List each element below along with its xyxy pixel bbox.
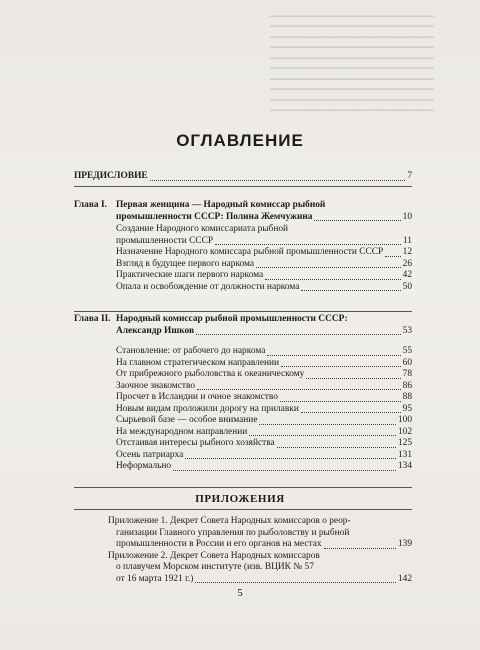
chapter-2-heading[interactable] (74, 314, 412, 337)
leader-dots (301, 412, 401, 413)
entry-page: 55 (402, 346, 412, 356)
entry-page: 134 (397, 461, 412, 471)
entry-label: Практические шаги первого наркома (116, 270, 264, 280)
toc-chapter-2 (74, 314, 412, 473)
toc-entry[interactable] (74, 415, 412, 427)
toc-entry[interactable] (74, 369, 412, 381)
toc-entry[interactable] (74, 346, 412, 358)
entry-label: Сырьевой базе — особое внимание (116, 415, 258, 425)
chapter-2-page: 53 (402, 325, 412, 336)
appendix-line: Декрет Совета Народных комиссаров о реор- (170, 516, 351, 526)
entry-label: Опала и освобождение от должности наркома (116, 281, 300, 292)
chapter-1-heading[interactable] (74, 200, 412, 223)
chapter-2-title-line2: Александр Ишков (116, 325, 195, 336)
entry-label: От прибрежного рыболовства к океаническому (116, 369, 305, 379)
entry-page: 78 (402, 369, 412, 379)
entry-label: Заочное знакомство (116, 380, 196, 391)
entry-page: 102 (397, 426, 412, 437)
leader-dots (173, 470, 396, 471)
toc-entry[interactable] (74, 381, 412, 393)
entry-page: 88 (402, 392, 412, 402)
entry-page: 100 (397, 415, 412, 425)
entry-label: На международном направлении (116, 426, 248, 437)
entry-page: 86 (402, 380, 412, 391)
leader-dots (185, 458, 396, 459)
leader-dots (324, 548, 396, 549)
entry-label: Новым видам проложили дорогу на прилавки (116, 403, 299, 414)
toc-entry[interactable] (74, 427, 412, 439)
leader-dots (281, 366, 401, 367)
divider (74, 186, 412, 187)
preface-page: 7 (407, 171, 412, 181)
toc-chapter-1 (74, 200, 412, 293)
leader-dots (306, 378, 400, 379)
appendix-label: Приложение 2. (108, 550, 168, 561)
appendix-line: от 16 марта 1921 г.) (116, 573, 194, 584)
toc-entry[interactable] (74, 450, 412, 462)
leader-dots (215, 244, 401, 245)
appendix-line: Декрет Совета Народных комиссаров (170, 550, 320, 561)
entry-line: Создание Народного комиссариата рыбной (116, 224, 289, 234)
leader-dots (385, 256, 400, 257)
entry-page: 12 (402, 247, 412, 257)
appendix-entry-1[interactable] (74, 516, 412, 551)
entry-label: Взгляд в будущее первого наркома (116, 258, 255, 269)
toc-title: ОГЛАВЛЕНИЕ (176, 131, 304, 150)
leader-dots (277, 447, 396, 448)
leader-dots (301, 290, 400, 291)
toc-entry[interactable] (74, 358, 412, 370)
toc-entry[interactable] (74, 247, 412, 259)
entry-line: промышленности СССР (116, 235, 214, 246)
leader-dots (197, 389, 401, 390)
entry-label: Назначение Народного комиссара рыбной промышленности СССР (116, 247, 384, 257)
appendix-label: Приложение 1. (108, 516, 168, 526)
entry-label: Осень патриарха (116, 449, 184, 460)
appendix-line: ганизации Главного управления по рыболовству и рыбной (116, 527, 350, 538)
chapter-2-number: Глава II. (74, 314, 111, 324)
toc-entry[interactable] (74, 259, 412, 271)
divider (74, 487, 412, 488)
entry-page: 60 (402, 357, 412, 368)
bleed-through-text: ━━━━━━━━━━━━━━━━━━━━━━━━━━━━━━━━ ━━━━━━━━━━━━━━━━━━━━━━━━━━━━━━━━ ━━━━━━━━━━━━━━━━━━━━━━━━━━━━━━━━ ━━━━━━━━━━━━━━━━━━━━━━━━━━━━━━━━ ━━━━━━━━━━━━━━━━━━━━━━━━━━━━━━━━ ━━━━━━━━━━━━━━━━━━━━━━━━━━━━━━━━ ━━━━━━━━━━━━━━━━━━━━━━━━━━━━━━━━ ━━━━━━━━━━━━━━━━━━━━━━━━━━━━━━━━ ━━━━━━━━━━━━━━━━━━━━━━━━━━━━━━━━ ━━━━━━━━━━━━━━━━━━━━━━━━━━━━━━━━ (270, 10, 434, 115)
appendix-page: 142 (397, 573, 412, 584)
entry-label: На главном стратегическом направлении (116, 357, 280, 368)
leader-dots (267, 355, 400, 356)
entry-page: 11 (402, 235, 412, 246)
entry-page: 50 (402, 281, 412, 292)
entry-page: 125 (397, 438, 412, 448)
leader-dots (259, 424, 395, 425)
toc-entry[interactable] (74, 461, 412, 473)
leader-dots (195, 582, 396, 583)
entry-page: 26 (402, 258, 412, 269)
entry-page: 42 (402, 270, 412, 280)
toc-entry[interactable] (74, 224, 412, 247)
appendix-page: 139 (397, 539, 412, 549)
leader-dots (249, 435, 396, 436)
divider (74, 509, 412, 510)
chapter-1-title-line1: Первая женщина — Народный комиссар рыбной (116, 200, 326, 210)
leader-dots (314, 220, 400, 221)
leader-dots (265, 279, 400, 280)
page-number: 5 (237, 587, 243, 599)
leader-dots (256, 267, 401, 268)
chapter-1-page: 10 (402, 211, 412, 222)
toc-entry[interactable] (74, 282, 412, 294)
entry-label: Отстаивая интересы рыбного хозяйства (116, 438, 275, 448)
chapter-1-title-line2: промышленности СССР: Полина Жемчужина (116, 211, 313, 222)
entry-label: Становление: от рабочего до наркома (116, 346, 266, 356)
appendix-line: промышленности в России и его органов на местах (116, 539, 322, 549)
entry-label: Просчет в Исландии и очное знакомство (116, 392, 278, 402)
toc-entry[interactable] (74, 404, 412, 416)
toc-appendices (74, 516, 412, 585)
appendix-line: о плавучем Морском институте (изв. ВЦИК № 57 (116, 562, 314, 572)
toc-preface[interactable] (74, 171, 412, 183)
appendices-heading: ПРИЛОЖЕНИЯ (195, 493, 285, 505)
leader-dots (150, 180, 406, 181)
chapter-2-title-line1: Народный комиссар рыбной промышленности СССР: (116, 314, 348, 324)
preface-label: ПРЕДИСЛОВИЕ (74, 171, 148, 181)
divider (74, 311, 412, 312)
entry-label: Неформально (116, 461, 172, 471)
toc-entry[interactable] (74, 392, 412, 404)
leader-dots (196, 334, 401, 335)
toc-entry[interactable] (74, 270, 412, 282)
toc-entry[interactable] (74, 438, 412, 450)
entry-page: 131 (397, 449, 412, 460)
leader-dots (280, 401, 401, 402)
appendix-entry-2[interactable] (74, 551, 412, 586)
chapter-1-number: Глава I. (74, 200, 107, 210)
entry-page: 95 (402, 403, 412, 414)
